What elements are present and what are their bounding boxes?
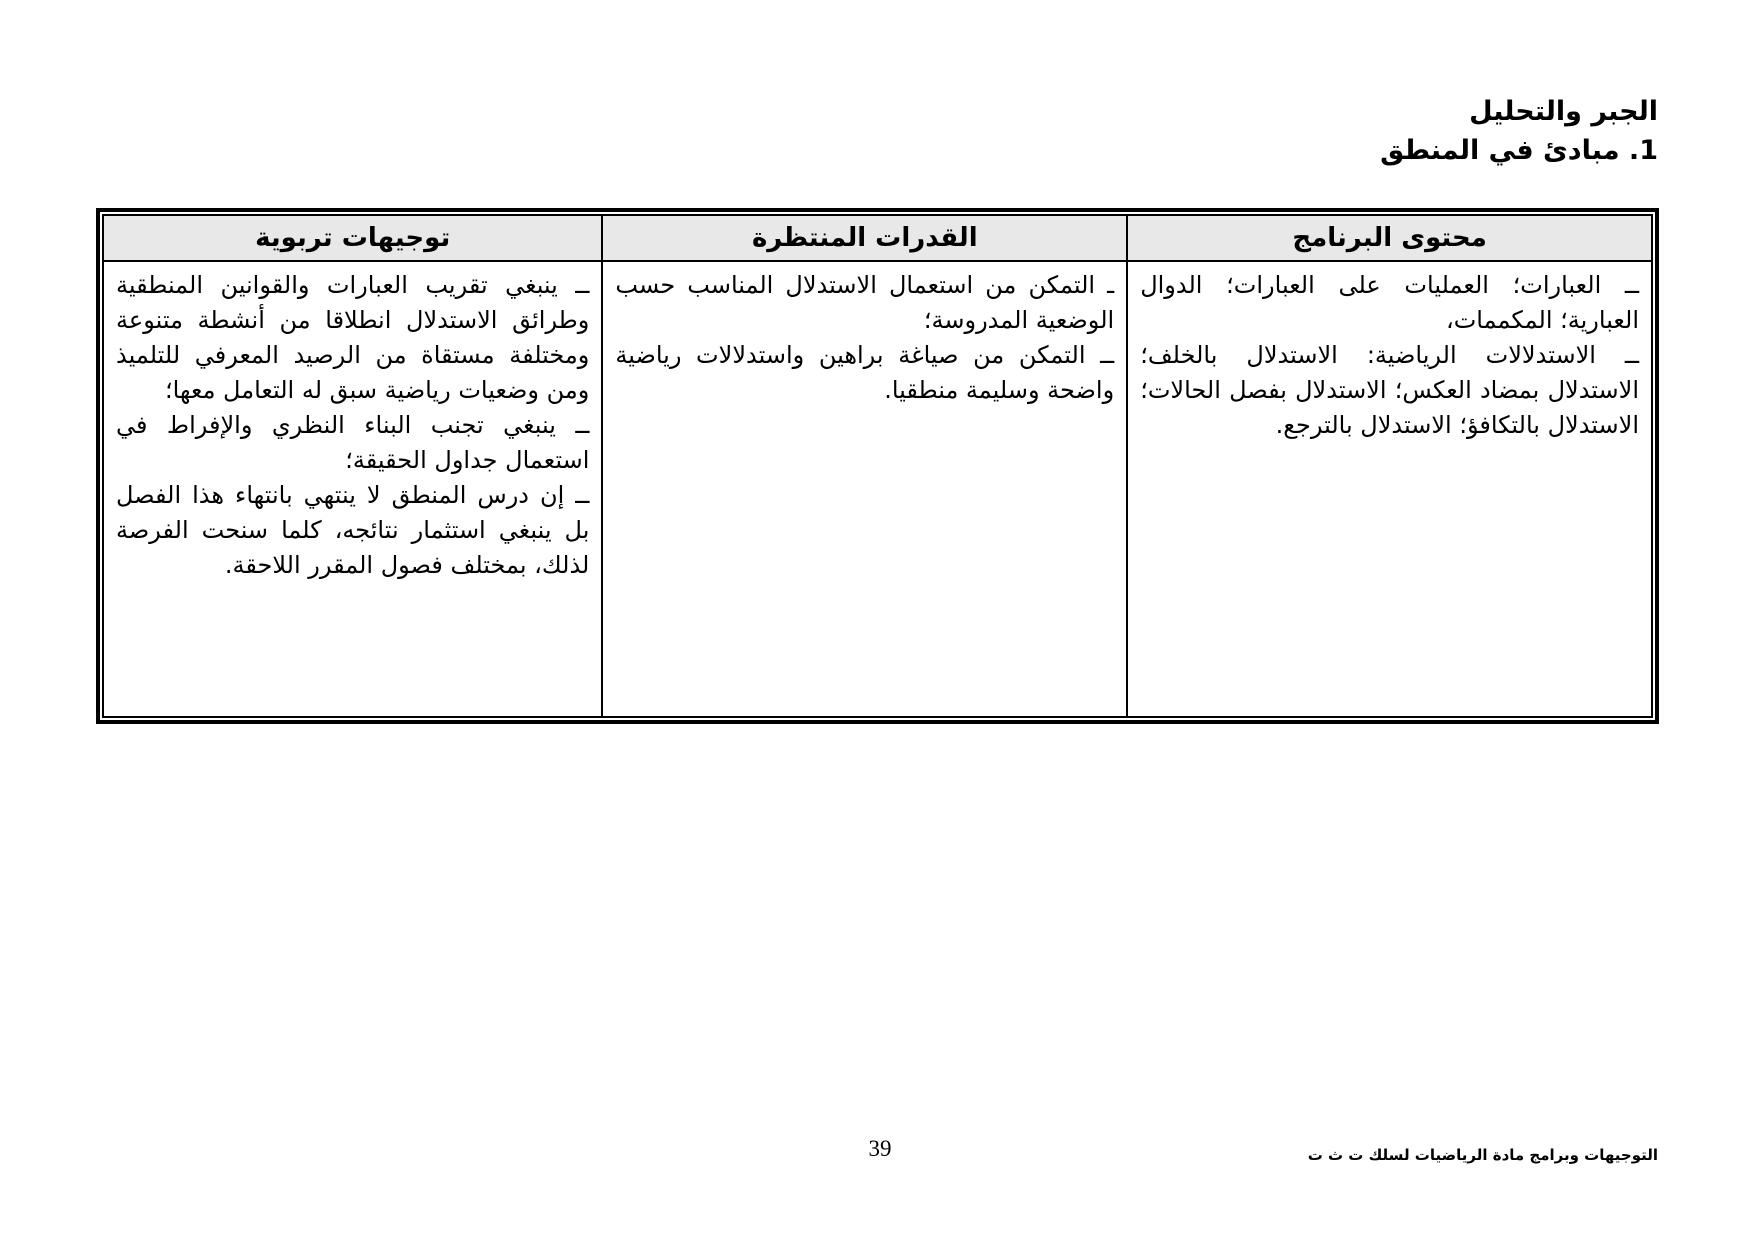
program-content-item: ــ الاستدلالات الرياضية: الاستدلال بالخلف؛ الاستدلال بمضاد العكس؛ الاستدلال بفصل الحالات؛ الاستدلال بالتكافؤ؛ الاستدلال بالترجع. [1140,341,1639,439]
educational-guideline-item: ــ إن درس المنطق لا ينتهي بانتهاء هذا الفصل بل ينبغي استثمار نتائجه، كلما سنحت الفرصة لذلك، بمختلف فصول المقرر اللاحقة. [116,481,590,579]
section-title: الجبر والتحليل [1469,96,1658,127]
table-header-row [103,215,1652,261]
column-header-educational-guidelines: توجيهات تربوية [103,215,602,261]
expected-capability-item: ـ التمكن من استعمال الاستدلال المناسب حسب الوضعية المدروسة؛ [615,271,1115,334]
footer-doc-title: التوجيهات وبرامج مادة الرياضيات لسلك ت ث ت [1307,1146,1658,1164]
cell-program-content [1127,261,1652,717]
column-header-expected-capabilities: القدرات المنتظرة [602,215,1127,261]
subsection-title: 1. مبادئ في المنطق [1380,135,1658,166]
educational-guideline-item: ــ ينبغي تقريب العبارات والقوانين المنطقية وطرائق الاستدلال انطلاقا من أنشطة متنوعة ومختلفة مستقاة من الرصيد المعرفي للتلميذ ومن وضعيات رياضية سبق له التعامل معها؛ [116,271,590,404]
expected-capability-item: ــ التمكن من صياغة براهين واستدلالات رياضية واضحة وسليمة منطقيا. [615,341,1115,404]
curriculum-table-grid [102,214,1653,718]
program-content-item: ــ العبارات؛ العمليات على العبارات؛ الدوال العبارية؛ المكممات، [1140,271,1639,334]
cell-expected-capabilities [602,261,1127,717]
cell-educational-guidelines [103,261,602,717]
curriculum-table [96,208,1659,724]
page-number: 39 [868,1136,892,1161]
table-row [103,261,1652,717]
educational-guideline-item: ــ ينبغي تجنب البناء النظري والإفراط في استعمال جداول الحقيقة؛ [116,411,590,474]
page-heading [1380,92,1658,170]
column-header-program-content: محتوى البرنامج [1127,215,1652,261]
